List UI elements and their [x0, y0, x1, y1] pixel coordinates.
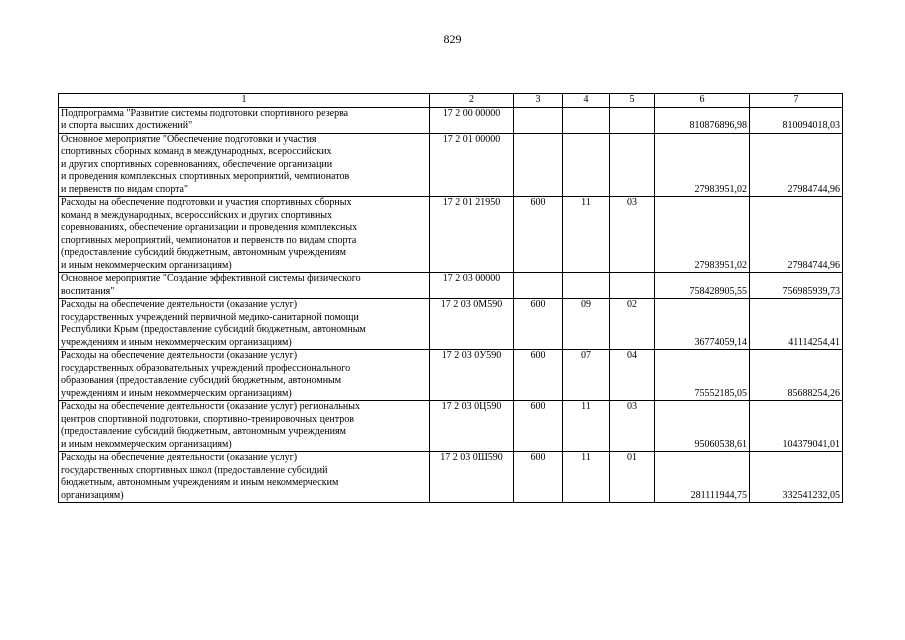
table-row [59, 452, 843, 503]
row-section: 09 [563, 299, 610, 350]
row-amount-year1: 758428905,55 [655, 273, 750, 299]
row-section [563, 133, 610, 197]
table-row [59, 273, 843, 299]
row-target-code: 17 2 03 0Ш590 [430, 452, 514, 503]
row-name: Расходы на обеспечение деятельности (оказание услуг) государственных учреждений первичной медико-санитарной помощи Республики Крым (предоставление субсидий бюджетным, автономным учреждениям и иным некоммерческим организациям) [59, 299, 430, 350]
row-section [563, 273, 610, 299]
table-row [59, 299, 843, 350]
row-name: Основное мероприятие "Создание эффективной системы физического воспитания" [59, 273, 430, 299]
table-header [59, 94, 843, 108]
header-row [59, 94, 843, 108]
row-target-code: 17 2 03 0Ц590 [430, 401, 514, 452]
column-header-1: 1 [59, 94, 430, 108]
row-amount-year2: 41114254,41 [750, 299, 843, 350]
row-name: Расходы на обеспечение деятельности (оказание услуг) региональных центров спортивной подготовки, спортивно-тренировочных центров (предоставление субсидий бюджетным, автономным учреждениям и иным некоммерческим организациям) [59, 401, 430, 452]
row-amount-year2: 104379041,01 [750, 401, 843, 452]
row-target-code: 17 2 03 0У590 [430, 350, 514, 401]
row-target-code: 17 2 03 0М590 [430, 299, 514, 350]
row-name: Подпрограмма "Развитие системы подготовки спортивного резерва и спорта высших достижений" [59, 107, 430, 133]
row-expense-type [514, 133, 563, 197]
row-expense-type [514, 273, 563, 299]
row-amount-year2: 332541232,05 [750, 452, 843, 503]
row-subsection: 03 [610, 401, 655, 452]
table-row [59, 107, 843, 133]
row-name: Расходы на обеспечение деятельности (оказание услуг) государственных образовательных учреждений профессионального образования (предоставление субсидий бюджетным, автономным учреждениям и иным некоммерческим организациям) [59, 350, 430, 401]
table-row [59, 197, 843, 273]
row-amount-year1: 27983951,02 [655, 133, 750, 197]
row-name: Расходы на обеспечение деятельности (оказание услуг) государственных спортивных школ (предоставление субсидий бюджетным, автономным учреждениям и иным некоммерческим организациям) [59, 452, 430, 503]
row-amount-year2: 756985939,73 [750, 273, 843, 299]
row-amount-year2: 85688254,26 [750, 350, 843, 401]
column-header-5: 5 [610, 94, 655, 108]
row-section: 07 [563, 350, 610, 401]
column-header-6: 6 [655, 94, 750, 108]
row-amount-year2: 27984744,96 [750, 197, 843, 273]
column-header-7: 7 [750, 94, 843, 108]
row-section: 11 [563, 401, 610, 452]
row-amount-year1: 95060538,61 [655, 401, 750, 452]
table-row [59, 401, 843, 452]
table-row [59, 350, 843, 401]
row-expense-type: 600 [514, 350, 563, 401]
column-header-2: 2 [430, 94, 514, 108]
row-section [563, 107, 610, 133]
row-section: 11 [563, 452, 610, 503]
row-subsection [610, 107, 655, 133]
table-row [59, 133, 843, 197]
row-subsection [610, 273, 655, 299]
column-header-4: 4 [563, 94, 610, 108]
row-name: Основное мероприятие "Обеспечение подготовки и участия спортивных сборных команд в международных, всероссийских и других спортивных соревнованиях, обеспечение организации и проведения комплексных спортивных мероприятий, чемпионатов и первенств по видам спорта" [59, 133, 430, 197]
row-amount-year1: 810876896,98 [655, 107, 750, 133]
column-header-3: 3 [514, 94, 563, 108]
row-amount-year1: 27983951,02 [655, 197, 750, 273]
row-amount-year1: 281111944,75 [655, 452, 750, 503]
row-expense-type: 600 [514, 401, 563, 452]
row-target-code: 17 2 03 00000 [430, 273, 514, 299]
page-number: 829 [443, 32, 462, 46]
row-subsection: 03 [610, 197, 655, 273]
row-expense-type: 600 [514, 452, 563, 503]
row-name: Расходы на обеспечение подготовки и участия спортивных сборных команд в международных, всероссийских и других спортивных соревнованиях, обеспечение организации и проведения комплексных спортивных мероприятий, чемпионатов и первенств по видам спорта (предоставление субсидий бюджетным, автономным учреждениям и иным некоммерческим организациям) [59, 197, 430, 273]
table-body [59, 107, 843, 503]
row-subsection: 04 [610, 350, 655, 401]
row-amount-year2: 810094018,03 [750, 107, 843, 133]
budget-table [58, 93, 843, 503]
row-subsection [610, 133, 655, 197]
row-amount-year1: 75552185,05 [655, 350, 750, 401]
row-target-code: 17 2 01 00000 [430, 133, 514, 197]
row-expense-type: 600 [514, 299, 563, 350]
row-amount-year2: 27984744,96 [750, 133, 843, 197]
row-target-code: 17 2 01 21950 [430, 197, 514, 273]
row-amount-year1: 36774059,14 [655, 299, 750, 350]
row-expense-type: 600 [514, 197, 563, 273]
row-target-code: 17 2 00 00000 [430, 107, 514, 133]
row-subsection: 02 [610, 299, 655, 350]
row-subsection: 01 [610, 452, 655, 503]
row-section: 11 [563, 197, 610, 273]
row-expense-type [514, 107, 563, 133]
